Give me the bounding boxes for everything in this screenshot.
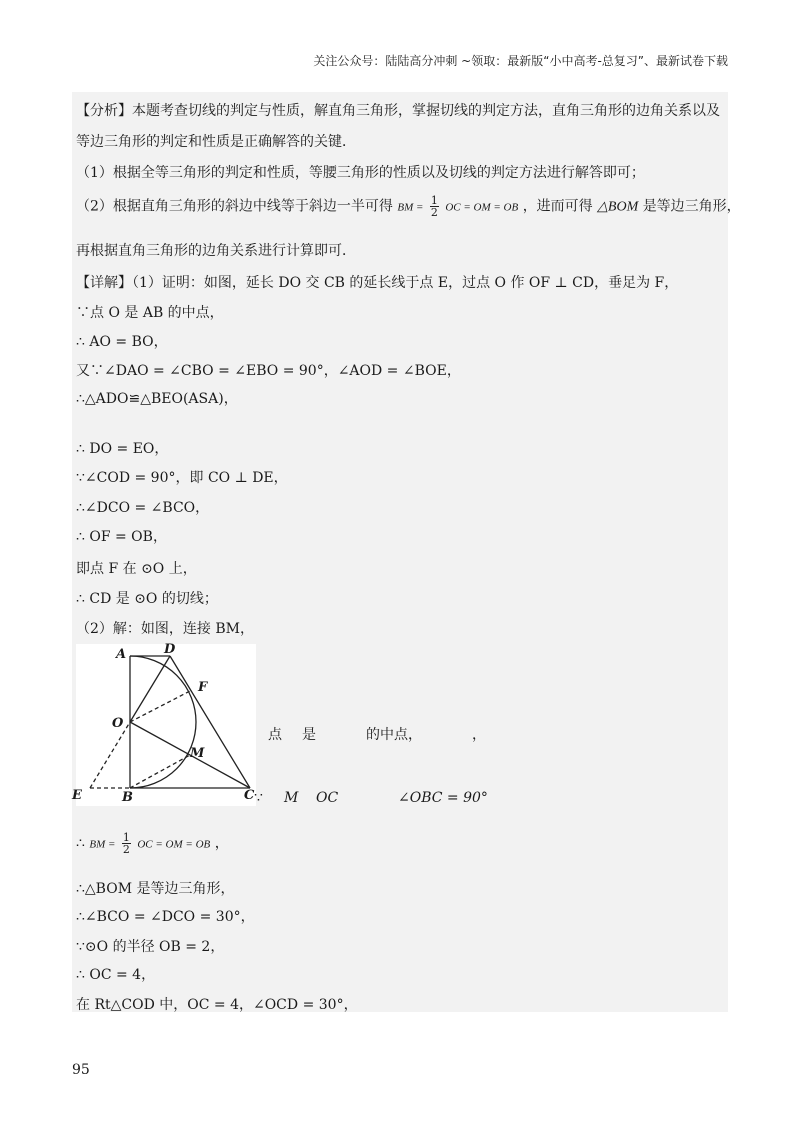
label-d: D [164, 642, 176, 657]
eq-bm-rhs: OC = OM = OB [445, 201, 519, 214]
analysis-line-5: 再根据直角三角形的边角关系进行计算即可． [76, 243, 356, 259]
detail-line-18: ∵⊙O 的半径 OB = 2， [76, 939, 225, 955]
detail-line-4: 又∵∠DAO = ∠CBO = ∠EBO = 90°，∠AOD = ∠BOE， [76, 363, 461, 379]
detail-line-3: ∴ AO = BO， [76, 334, 168, 350]
detail-line-7: ∵∠COD = 90°，即 CO ⊥ DE， [76, 470, 288, 486]
detail-line-10: 即点 F 在 ⊙O 上， [76, 561, 197, 577]
geometry-figure [72, 642, 256, 806]
detail-line-15 [76, 832, 229, 855]
analysis-line-4-post: 是等边三角形， [642, 198, 741, 215]
eq-bm-rhs-2: OC = OM = OB [137, 838, 211, 851]
eq-bm-lhs: BM = [397, 201, 424, 214]
label-b: B [122, 790, 133, 805]
detail-line-13d: ， [472, 727, 486, 743]
triangle-bom: △BOM [597, 199, 639, 215]
detail-line-13a: 点 [268, 727, 282, 743]
analysis-line-3: （1）根据全等三角形的判定和性质，等腰三角形的性质以及切线的判定方法进行解答即可； [76, 165, 645, 181]
detail-line-5: ∴△ADO≌△BEO(ASA)， [76, 391, 238, 407]
detail-line-8: ∴∠DCO = ∠BCO， [76, 500, 210, 516]
label-e: E [72, 788, 82, 803]
therefore-symbol: ∴ [76, 835, 85, 852]
detail-line-16: ∴△BOM 是等边三角形， [76, 881, 235, 897]
detail-line-13c: 的中点， [366, 727, 422, 743]
detail-line-13b: 是 [302, 727, 316, 743]
analysis-line-1: 【分析】本题考查切线的判定与性质，解直角三角形，掌握切线的判定方法，直角三角形的边角关系以及 [76, 103, 720, 119]
detail-line-17: ∴∠BCO = ∠DCO = 30°， [76, 909, 255, 925]
label-o: O [112, 716, 124, 731]
label-m: M [190, 746, 205, 761]
detail-line-9: ∴ OF = OB， [76, 529, 167, 545]
detail-line-20: 在 Rt△COD 中，OC = 4，∠OCD = 30°， [76, 997, 358, 1013]
page-number: 95 [72, 1062, 90, 1078]
detail-line-11: ∴ CD 是 ⊙O 的切线； [76, 591, 218, 607]
content-panel [72, 92, 728, 1012]
label-f: F [198, 680, 208, 695]
analysis-line-2: 等边三角形的判定和性质是正确解答的关键． [76, 134, 356, 150]
label-c: C [244, 788, 255, 803]
fraction-half-2 [122, 832, 131, 855]
analysis-line-4-pre: （2）根据直角三角形的斜边中线等于斜边一半可得 [76, 198, 393, 215]
fraction-denominator-2: 2 [122, 843, 130, 856]
detail-line-12: （2）解：如图，连接 BM， [76, 621, 254, 637]
detail-line-14d: ∠OBC = 90° [398, 790, 488, 806]
analysis-line-4 [76, 195, 741, 218]
detail-line-2: ∵点 O 是 AB 的中点， [76, 305, 224, 321]
page-header: 关注公众号：陆陆高分冲刺 ~领取：最新版“小中高考-总复习”、最新试卷下载 [313, 54, 728, 68]
detail-line-14c: OC [316, 790, 339, 806]
fraction-denominator: 2 [430, 206, 438, 219]
detail-line-1: 【详解】（1）证明：如图，延长 DO 交 CB 的延长线于点 E，过点 O 作 OF ⊥ CD，垂足为 F， [76, 275, 679, 291]
comma: ， [214, 835, 229, 852]
detail-line-14a: ∵ [254, 790, 263, 806]
fraction-numerator: 1 [430, 194, 438, 207]
geometry-diagram [76, 644, 256, 806]
fraction-half [430, 195, 439, 218]
fraction-numerator-2: 1 [122, 831, 130, 844]
detail-line-19: ∴ OC = 4， [76, 967, 156, 983]
detail-line-6: ∴ DO = EO， [76, 441, 169, 457]
detail-line-14b: M [284, 790, 299, 806]
analysis-line-4-mid: ，进而可得 [522, 198, 593, 215]
eq-bm-lhs-2: BM = [89, 838, 116, 851]
label-a: A [116, 647, 127, 662]
